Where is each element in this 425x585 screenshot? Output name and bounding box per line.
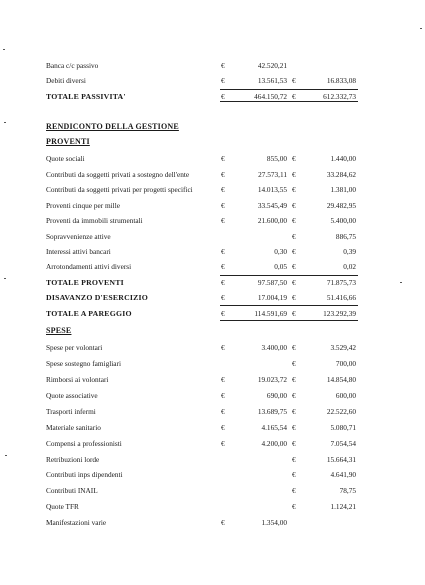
amount-previous: 612.332,73 [323,92,356,101]
row-label: Quote sociali [46,154,85,163]
proventi-row [0,276,425,290]
scan-speck [4,122,6,123]
passivita-row [0,90,425,104]
euro-sign-current: € [221,201,225,210]
spese-row [0,373,425,387]
passivita-row [0,59,425,73]
row-label: Trasporti infermi [46,407,96,416]
row-label: Debiti diversi [46,76,86,85]
euro-sign-previous: € [292,391,296,400]
row-label: Rimborsi ai volontari [46,375,109,384]
euro-sign-previous: € [292,455,296,464]
amount-previous: 33.284,62 [326,170,356,179]
euro-sign-previous: € [292,293,296,302]
euro-sign-previous: € [292,201,296,210]
euro-sign-current: € [221,309,225,318]
scan-speck [420,28,422,29]
euro-sign-current: € [221,262,225,271]
euro-sign-current: € [221,423,225,432]
amount-current: 33.545,49 [257,201,287,210]
rule-pareggio-1 [220,305,297,306]
euro-sign-current: € [221,170,225,179]
proventi-heading: PROVENTI [46,137,90,146]
row-label: Spese sostegno famigliari [46,359,121,368]
amount-current: 3.400,00 [261,343,287,352]
spese-row [0,468,425,482]
row-label: Contributi da soggetti privati per progetti specifici [46,185,193,194]
spese-row [0,405,425,419]
amount-current: 855,00 [266,154,287,163]
row-label: Manifestazioni varie [46,518,107,527]
euro-sign-current: € [221,278,225,287]
spese-row [0,484,425,498]
amount-current: 0,30 [274,247,287,256]
proventi-row [0,307,425,321]
row-label: Spese per volontari [46,343,103,352]
rendiconto-heading: RENDICONTO DELLA GESTIONE [46,122,179,131]
spese-row [0,341,425,355]
rule-pareggio-2 [292,305,358,306]
row-label: DISAVANZO D'ESERCIZIO [46,293,149,302]
row-label: Compensi a professionisti [46,439,122,448]
euro-sign-current: € [221,391,225,400]
amount-current: 13.561,53 [257,76,287,85]
rule-passivita-bottom-1 [220,101,297,102]
amount-previous: 15.664,31 [326,455,356,464]
amount-previous: 600,00 [335,391,356,400]
euro-sign-current: € [221,407,225,416]
row-label: Interessi attivi bancari [46,247,111,256]
row-label: Banca c/c passivo [46,61,99,70]
scan-speck [400,282,402,283]
proventi-row [0,245,425,259]
amount-current: 21.600,00 [257,216,287,225]
spese-row [0,389,425,403]
row-label: Contributi da soggetti privati a sostegno dell'ente [46,170,190,179]
amount-previous: 700,00 [335,359,356,368]
row-label: Retribuzioni lorde [46,455,100,464]
euro-sign-current: € [221,76,225,85]
row-label: Sopravvenienze attive [46,232,111,241]
row-label: Proventi da immobili strumentali [46,216,143,225]
amount-previous: 1.381,00 [330,185,356,194]
proventi-row [0,152,425,166]
amount-current: 97.587,50 [257,278,287,287]
amount-current: 17.004,19 [257,293,287,302]
amount-previous: 14.854,80 [326,375,356,384]
euro-sign-current: € [221,247,225,256]
rule-passivita-bottom-2 [292,101,358,102]
scan-speck [4,278,6,279]
amount-previous: 1.124,21 [330,502,356,511]
euro-sign-current: € [221,293,225,302]
euro-sign-current: € [221,518,225,527]
proventi-row [0,230,425,244]
amount-previous: 123.292,39 [323,309,356,318]
row-label: Contributi INAIL [46,486,98,495]
amount-current: 690,00 [266,391,287,400]
proventi-row [0,291,425,305]
euro-sign-current: € [221,375,225,384]
euro-sign-previous: € [292,170,296,179]
euro-sign-current: € [221,61,225,70]
euro-sign-current: € [221,154,225,163]
spese-row [0,453,425,467]
euro-sign-previous: € [292,278,296,287]
row-label: TOTALE A PAREGGIO [46,309,132,318]
amount-current: 1.354,00 [261,518,287,527]
amount-previous: 3.529,42 [330,343,356,352]
spese-row [0,357,425,371]
row-label: Contributi inps dipendenti [46,470,123,479]
amount-current: 42.520,21 [257,61,287,70]
spese-row [0,421,425,435]
amount-previous: 5.400,00 [330,216,356,225]
amount-previous: 29.482,95 [326,201,356,210]
passivita-row [0,74,425,88]
scan-speck [3,49,5,50]
proventi-row [0,260,425,274]
euro-sign-previous: € [292,185,296,194]
euro-sign-previous: € [292,309,296,318]
euro-sign-previous: € [292,470,296,479]
euro-sign-previous: € [292,359,296,368]
euro-sign-previous: € [292,76,296,85]
row-label: TOTALE PROVENTI [46,278,124,287]
spese-heading: SPESE [46,326,72,335]
row-label: Materiale sanitario [46,423,101,432]
euro-sign-previous: € [292,262,296,271]
amount-previous: 71.875,73 [326,278,356,287]
euro-sign-previous: € [292,407,296,416]
amount-current: 464.150,72 [254,92,287,101]
proventi-row [0,183,425,197]
amount-previous: 0,02 [343,262,356,271]
amount-current: 4.200,00 [261,439,287,448]
amount-current: 13.689,75 [257,407,287,416]
euro-sign-current: € [221,343,225,352]
scan-speck [5,455,7,456]
amount-previous: 0,39 [343,247,356,256]
euro-sign-previous: € [292,486,296,495]
euro-sign-previous: € [292,502,296,511]
euro-sign-previous: € [292,247,296,256]
amount-previous: 51.416,66 [326,293,356,302]
rule-pareggio-bottom-1 [220,320,297,321]
rule-passivita-1 [220,89,297,90]
spese-row [0,516,425,530]
row-label: Quote TFR [46,502,79,511]
euro-sign-previous: € [292,423,296,432]
euro-sign-previous: € [292,232,296,241]
euro-sign-previous: € [292,439,296,448]
euro-sign-current: € [221,185,225,194]
amount-previous: 22.522,60 [326,407,356,416]
euro-sign-previous: € [292,375,296,384]
amount-current: 114.591,69 [254,309,287,318]
amount-previous: 7.054,54 [330,439,356,448]
spese-row [0,500,425,514]
amount-previous: 16.833,08 [326,76,356,85]
euro-sign-current: € [221,92,225,101]
proventi-row [0,214,425,228]
amount-current: 4.165,54 [261,423,287,432]
proventi-row [0,199,425,213]
rule-proventi-2 [292,275,358,276]
amount-current: 14.013,55 [257,185,287,194]
amount-current: 27.573,11 [258,170,287,179]
amount-previous: 4.641,90 [330,470,356,479]
row-label: Proventi cinque per mille [46,201,120,210]
euro-sign-previous: € [292,216,296,225]
row-label: Quote associative [46,391,98,400]
amount-previous: 78,75 [339,486,356,495]
amount-current: 0,05 [274,262,287,271]
amount-previous: 5.080,71 [330,423,356,432]
euro-sign-current: € [221,439,225,448]
row-label: Arrotondamenti attivi diversi [46,262,132,271]
rule-passivita-2 [292,89,358,90]
amount-previous: 1.440,00 [330,154,356,163]
euro-sign-previous: € [292,343,296,352]
amount-current: 19.023,72 [257,375,287,384]
row-label: TOTALE PASSIVITA' [46,92,126,101]
proventi-row [0,168,425,182]
rule-pareggio-bottom-2 [292,320,358,321]
euro-sign-previous: € [292,92,296,101]
amount-previous: 886,75 [335,232,356,241]
rule-proventi-1 [220,275,297,276]
euro-sign-current: € [221,216,225,225]
euro-sign-previous: € [292,154,296,163]
spese-row [0,437,425,451]
